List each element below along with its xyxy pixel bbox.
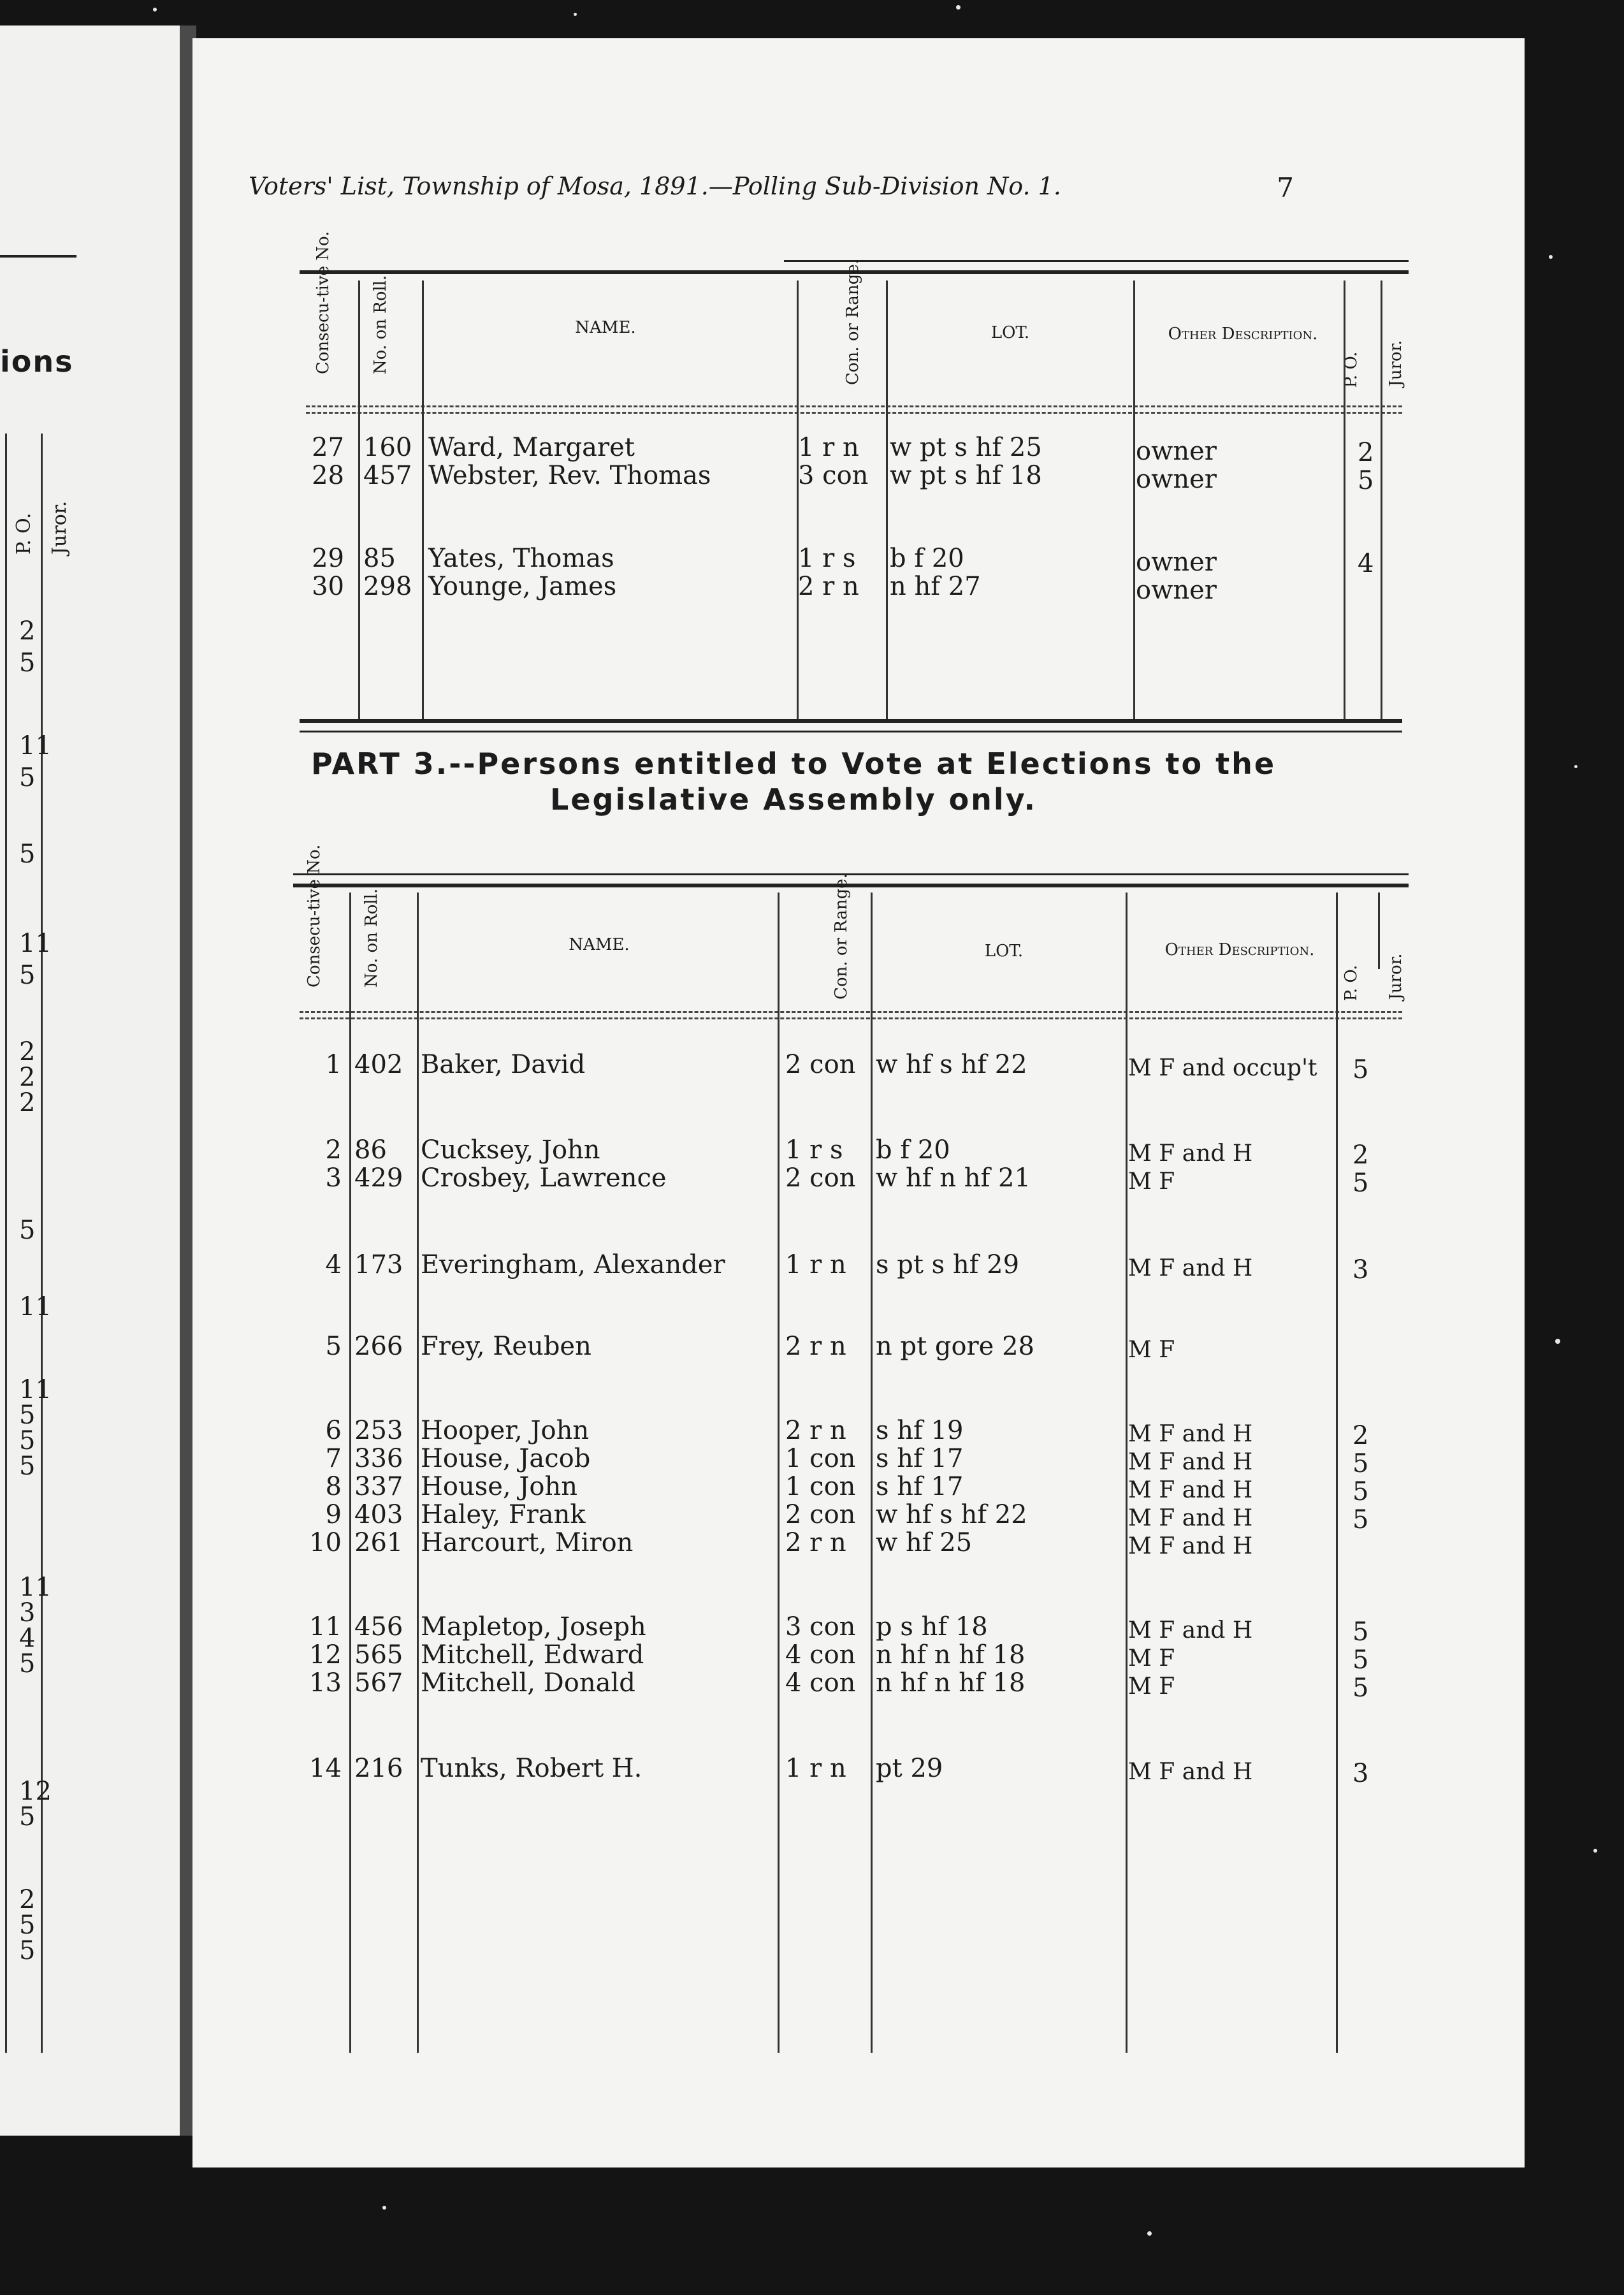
lot-description: s hf 19 (876, 1416, 964, 1445)
page-number: 7 (1277, 172, 1294, 203)
roll-number: 456 (354, 1612, 403, 1642)
lot-description: s pt s hf 29 (876, 1250, 1020, 1279)
consecutive-number: 4 (325, 1250, 342, 1279)
po-number: 3 (1352, 1255, 1369, 1285)
consecutive-number: 3 (325, 1163, 342, 1193)
concession-range: 1 r n (798, 433, 859, 462)
lot-description: b f 20 (890, 544, 964, 573)
voter-name: Baker, David (421, 1050, 586, 1079)
table2-column-line (778, 892, 779, 2053)
lot-description: w pt s hf 25 (890, 433, 1042, 462)
table1-header-name: NAME. (575, 318, 636, 337)
left-page-po-header: P. O. (13, 513, 35, 555)
background-speck (1555, 1339, 1560, 1344)
other-description: M F and H (1128, 1477, 1253, 1503)
background-speck (956, 5, 961, 10)
table2-column-line (349, 892, 351, 2053)
other-description: M F and occup't (1128, 1055, 1317, 1081)
table2-header-name: NAME. (569, 935, 630, 954)
consecutive-number: 28 (312, 461, 344, 490)
left-page-po-number: 5 (19, 961, 36, 990)
left-page-po-number: 11 (19, 1292, 52, 1322)
po-number: 2 (1352, 1140, 1369, 1170)
concession-range: 1 r n (785, 1754, 846, 1783)
left-page-po-number: 2 (19, 1885, 36, 1914)
consecutive-number: 13 (309, 1668, 342, 1698)
table1-bottom-rule (300, 731, 1402, 732)
voter-name: Cucksey, John (421, 1135, 600, 1165)
table1-column-line (886, 280, 888, 720)
lot-description: w pt s hf 18 (890, 461, 1042, 490)
voter-name: House, John (421, 1472, 577, 1501)
table1-column-line (1381, 280, 1382, 720)
background-speck (1147, 2231, 1152, 2236)
other-description: M F and H (1128, 1140, 1253, 1167)
table2-header-lot: LOT. (984, 942, 1024, 961)
table1-column-line (797, 280, 799, 720)
left-page-po-number: 11 (19, 1375, 52, 1404)
lot-description: n hf n hf 18 (876, 1668, 1026, 1698)
left-page-column-line (5, 433, 7, 2053)
left-page-po-number: 2 (19, 616, 36, 646)
concession-range: 1 con (785, 1472, 856, 1501)
table1-column-line (358, 280, 360, 720)
roll-number: 173 (354, 1250, 403, 1279)
voter-name: Crosbey, Lawrence (421, 1163, 667, 1193)
left-page-po-number: 11 (19, 929, 52, 958)
voter-name: Ward, Margaret (428, 433, 635, 462)
roll-number: 86 (354, 1135, 387, 1165)
left-page-po-number: 2 (19, 1063, 36, 1092)
table1-header-juror: Juror. (1386, 340, 1405, 387)
roll-number: 403 (354, 1500, 403, 1529)
other-description: M F and H (1128, 1533, 1253, 1559)
left-page-po-number: 2 (19, 1088, 36, 1118)
other-description: M F (1128, 1169, 1175, 1195)
consecutive-number: 29 (312, 544, 344, 573)
table2-column-line (417, 892, 419, 2053)
lot-description: p s hf 18 (876, 1612, 988, 1642)
left-page-po-number: 5 (19, 1401, 36, 1430)
table2-column-line (871, 892, 873, 2053)
table1-header-po: P. O. (1342, 351, 1361, 388)
other-description: M F (1128, 1645, 1175, 1672)
lot-description: w hf n hf 21 (876, 1163, 1031, 1193)
po-number: 5 (1352, 1055, 1369, 1084)
background-speck (1549, 255, 1553, 259)
table2-top-rule (293, 873, 1409, 875)
left-page-po-number: 5 (19, 840, 36, 869)
po-number: 5 (1352, 1673, 1369, 1703)
background-speck (382, 2206, 386, 2210)
po-number: 5 (1352, 1169, 1369, 1198)
po-number: 4 (1358, 549, 1374, 578)
po-number: 5 (1358, 466, 1374, 495)
consecutive-number: 5 (325, 1332, 342, 1361)
left-page-po-number: 5 (19, 648, 36, 678)
left-page-po-number: 12 (19, 1777, 52, 1806)
left-page-po-number: 5 (19, 763, 36, 792)
background-speck (574, 13, 577, 16)
part3-heading-line1: PART 3.--Persons entitled to Vote at Elections to the (310, 747, 1277, 781)
lot-description: w hf 25 (876, 1528, 973, 1557)
lot-description: n hf 27 (890, 572, 981, 601)
table1-header-con: Con. or Range. (843, 259, 862, 385)
roll-number: 565 (354, 1640, 403, 1670)
left-page-po-number: 3 (19, 1598, 36, 1628)
concession-range: 4 con (785, 1640, 856, 1670)
left-page-column-line (41, 433, 43, 2053)
concession-range: 2 r n (785, 1416, 846, 1445)
left-page-po-number: 11 (19, 1573, 52, 1602)
roll-number: 429 (354, 1163, 403, 1193)
left-page-po-number: 5 (19, 1452, 36, 1481)
lot-description: s hf 17 (876, 1444, 964, 1473)
concession-range: 3 con (785, 1612, 856, 1642)
table1-header-rule (306, 405, 1402, 407)
concession-range: 1 r s (798, 544, 856, 573)
table1-bottom-rule (300, 719, 1402, 723)
voter-name: Mitchell, Donald (421, 1668, 635, 1698)
consecutive-number: 2 (325, 1135, 342, 1165)
roll-number: 457 (363, 461, 412, 490)
table1-header-consecutive: Consecu-tive No. (314, 231, 333, 374)
concession-range: 1 r n (785, 1250, 846, 1279)
table2-top-rule (293, 884, 1409, 887)
table1-column-line (1133, 280, 1135, 720)
other-description: M F (1128, 1673, 1175, 1700)
left-page-fragment (0, 26, 185, 2136)
lot-description: pt 29 (876, 1754, 943, 1783)
table1-top-rule (784, 260, 1409, 262)
po-number: 2 (1352, 1421, 1369, 1450)
voter-name: Younge, James (428, 572, 617, 601)
consecutive-number: 8 (325, 1472, 342, 1501)
roll-number: 85 (363, 544, 396, 573)
other-description: owner (1136, 437, 1217, 466)
other-description: M F and H (1128, 1759, 1253, 1785)
table2-header-con: Con. or Range. (832, 873, 851, 1000)
consecutive-number: 11 (309, 1612, 342, 1642)
roll-number: 216 (354, 1754, 403, 1783)
left-page-po-number: 5 (19, 1649, 36, 1679)
left-page-po-number: 5 (19, 1216, 36, 1245)
po-number: 5 (1352, 1505, 1369, 1534)
table2-column-line (1336, 892, 1338, 2053)
roll-number: 402 (354, 1050, 403, 1079)
other-description: M F and H (1128, 1617, 1253, 1643)
roll-number: 253 (354, 1416, 403, 1445)
other-description: owner (1136, 576, 1217, 605)
table2-header-roll: No. on Roll. (362, 888, 381, 987)
table2-header-other: Other Description. (1164, 940, 1315, 959)
table2-header-consecutive: Consecu-tive No. (305, 844, 324, 987)
voter-name: Tunks, Robert H. (421, 1754, 642, 1783)
voter-name: Hooper, John (421, 1416, 590, 1445)
table1-header-roll: No. on Roll. (371, 275, 390, 374)
voter-name: Frey, Reuben (421, 1332, 591, 1361)
concession-range: 4 con (785, 1668, 856, 1698)
voter-name: Mitchell, Edward (421, 1640, 644, 1670)
roll-number: 336 (354, 1444, 403, 1473)
concession-range: 2 con (785, 1500, 856, 1529)
concession-range: 1 r s (785, 1135, 843, 1165)
consecutive-number: 14 (309, 1754, 342, 1783)
concession-range: 2 r n (785, 1332, 846, 1361)
other-description: M F and H (1128, 1449, 1253, 1475)
lot-description: w hf s hf 22 (876, 1500, 1027, 1529)
other-description: M F (1128, 1337, 1175, 1363)
concession-range: 3 con (798, 461, 869, 490)
part3-heading (191, 746, 1396, 817)
concession-range: 2 r n (785, 1528, 846, 1557)
other-description: M F and H (1128, 1421, 1253, 1447)
voter-name: House, Jacob (421, 1444, 591, 1473)
roll-number: 266 (354, 1332, 403, 1361)
other-description: owner (1136, 548, 1217, 577)
voter-name: Everingham, Alexander (421, 1250, 725, 1279)
roll-number: 261 (354, 1528, 403, 1557)
po-number: 2 (1358, 438, 1374, 467)
left-page-rule (0, 255, 76, 258)
lot-description: w hf s hf 22 (876, 1050, 1027, 1079)
voter-name: Mapletop, Joseph (421, 1612, 646, 1642)
po-number: 5 (1352, 1617, 1369, 1647)
left-page-po-number: 5 (19, 1911, 36, 1940)
table2-header-rule (300, 1011, 1402, 1013)
left-page-po-number: 5 (19, 1936, 36, 1965)
left-page-po-number: 5 (19, 1426, 36, 1455)
voter-name: Yates, Thomas (428, 544, 614, 573)
table2-column-line (1378, 892, 1380, 969)
left-page-juror-header: Juror. (48, 500, 71, 555)
table1-column-line (422, 280, 424, 720)
table2-header-juror: Juror. (1386, 953, 1405, 1000)
table1-column-line (1344, 280, 1345, 720)
lot-description: b f 20 (876, 1135, 950, 1165)
po-number: 5 (1352, 1645, 1369, 1675)
concession-range: 2 con (785, 1050, 856, 1079)
table1-header-other: Other Description. (1168, 324, 1318, 344)
page-header (249, 172, 1294, 210)
table1-header-lot: LOT. (990, 323, 1030, 342)
lot-description: n pt gore 28 (876, 1332, 1034, 1361)
left-page-po-number: 11 (19, 731, 52, 761)
consecutive-number: 9 (325, 1500, 342, 1529)
concession-range: 1 con (785, 1444, 856, 1473)
consecutive-number: 6 (325, 1416, 342, 1445)
left-page-po-number: 5 (19, 1802, 36, 1832)
voter-name: Haley, Frank (421, 1500, 586, 1529)
voter-name: Webster, Rev. Thomas (428, 461, 711, 490)
left-page-po-number: 2 (19, 1037, 36, 1067)
lot-description: n hf n hf 18 (876, 1640, 1026, 1670)
background-speck (1593, 1849, 1597, 1853)
consecutive-number: 7 (325, 1444, 342, 1473)
consecutive-number: 10 (309, 1528, 342, 1557)
table2-header-po: P. O. (1342, 965, 1361, 1002)
table1-header-rule (306, 412, 1402, 414)
part3-heading-line2: Legislative Assembly only. (550, 782, 1037, 817)
table2-column-line (1126, 892, 1127, 2053)
consecutive-number: 27 (312, 433, 344, 462)
background-speck (153, 8, 157, 11)
other-description: owner (1136, 465, 1217, 494)
consecutive-number: 1 (325, 1050, 342, 1079)
other-description: M F and H (1128, 1505, 1253, 1531)
voter-name: Harcourt, Miron (421, 1528, 634, 1557)
running-head: Voters' List, Township of Mosa, 1891.—Polling Sub-Division No. 1. (249, 172, 1061, 200)
roll-number: 567 (354, 1668, 403, 1698)
concession-range: 2 r n (798, 572, 859, 601)
po-number: 5 (1352, 1477, 1369, 1506)
consecutive-number: 30 (312, 572, 344, 601)
table2-header-rule (300, 1017, 1402, 1019)
lot-description: s hf 17 (876, 1472, 964, 1501)
background-speck (1574, 765, 1577, 768)
consecutive-number: 12 (309, 1640, 342, 1670)
po-number: 3 (1352, 1759, 1369, 1788)
concession-range: 2 con (785, 1163, 856, 1193)
roll-number: 298 (363, 572, 412, 601)
left-page-heading: ions (0, 344, 74, 379)
other-description: M F and H (1128, 1255, 1253, 1281)
left-page-po-number: 4 (19, 1624, 36, 1653)
po-number: 5 (1352, 1449, 1369, 1478)
roll-number: 337 (354, 1472, 403, 1501)
roll-number: 160 (363, 433, 412, 462)
